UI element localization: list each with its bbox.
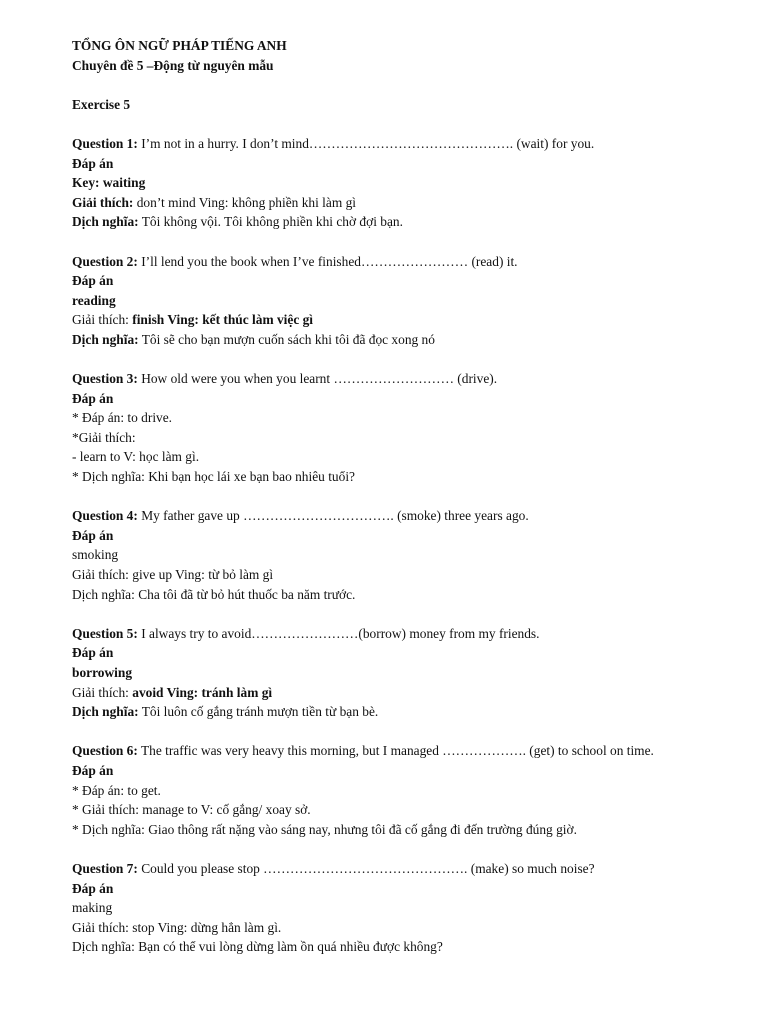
answer-line: * Đáp án: to drive. [72, 410, 173, 426]
question-4 [72, 506, 704, 604]
question-text: I’m not in a hurry. I don’t mind………………………………………. (wait) for you. [137, 135, 595, 151]
question-text: How old were you when you learnt ……………………… (drive). [137, 371, 498, 387]
question-label: Question 5: [72, 625, 138, 641]
translate-text: Tôi sẽ cho bạn mượn cuốn sách khi tôi đã đọc xong nó [138, 331, 435, 347]
explain-text: finish Ving: kết thúc làm việc gì [132, 312, 314, 328]
question-6 [72, 741, 704, 839]
answer-heading: Đáp án [72, 527, 114, 543]
answer-line: * Đáp án: to get. [72, 782, 161, 798]
document-subtitle: Chuyên đề 5 –Động từ nguyên mẫu [72, 57, 274, 73]
explain-text: avoid Ving: tránh làm gì [132, 684, 273, 700]
explain-line: * Giải thích: manage to V: cố gắng/ xoay sở. [72, 802, 311, 818]
question-text: Could you please stop ………………………………………. (make) so much noise? [137, 860, 595, 876]
explain-heading: *Giải thích: [72, 429, 136, 445]
answer-heading: Đáp án [72, 155, 114, 171]
answer-key: making [72, 900, 113, 916]
document-title: TỔNG ÔN NGỮ PHÁP TIẾNG ANH [72, 38, 287, 53]
answer-key: borrowing [72, 665, 133, 680]
translate-text: Tôi không vội. Tôi không phiền khi chờ đợi bạn. [138, 214, 403, 230]
question-label: Question 7: [72, 860, 138, 876]
question-5 [72, 624, 704, 722]
translate-label: Dịch nghĩa: [72, 331, 139, 347]
document-page [72, 36, 704, 957]
question-7 [72, 859, 704, 957]
explain-label: Giải thích: [72, 194, 134, 210]
answer-key: smoking [72, 547, 119, 563]
answer-heading: Đáp án [72, 273, 114, 289]
answer-heading: Đáp án [72, 880, 114, 896]
question-label: Question 4: [72, 508, 138, 524]
answer-heading: Đáp án [72, 390, 114, 406]
answer-key: Key: waiting [72, 175, 146, 191]
translate-label: Dịch nghĩa: [72, 704, 139, 720]
translate-line: Dịch nghĩa: Cha tôi đã từ bỏ hút thuốc ba năm trước. [72, 586, 356, 602]
translate-label: Dịch nghĩa: [72, 214, 139, 230]
question-text: I always try to avoid……………………(borrow) money from my friends. [137, 625, 540, 641]
explain-label: Giải thích: [72, 684, 133, 700]
explain-line: Giải thích: stop Ving: dừng hẳn làm gì. [72, 919, 282, 935]
exercise-heading: Exercise 5 [72, 96, 131, 112]
answer-heading: Đáp án [72, 645, 114, 661]
question-text: I’ll lend you the book when I’ve finished…………………… (read) it. [137, 253, 518, 269]
translate-line: * Dịch nghĩa: Khi bạn học lái xe bạn bao nhiêu tuổi? [72, 469, 355, 485]
question-3 [72, 369, 704, 487]
question-label: Question 2: [72, 253, 138, 269]
question-text: The traffic was very heavy this morning, but I managed ………………. (get) to school on time. [137, 743, 654, 759]
explain-label: Giải thích: [72, 312, 133, 328]
answer-key: reading [72, 292, 116, 308]
explain-text: - learn to V: học làm gì. [72, 449, 200, 465]
translate-text: Tôi luôn cố gắng tránh mượn tiền từ bạn bè. [138, 704, 379, 720]
answer-heading: Đáp án [72, 762, 114, 778]
question-1 [72, 134, 704, 232]
question-label: Question 3: [72, 371, 138, 387]
question-label: Question 1: [72, 135, 138, 151]
explain-line: Giải thích: give up Ving: từ bỏ làm gì [72, 567, 274, 583]
translate-line: Dịch nghĩa: Bạn có thể vui lòng dừng làm ồn quá nhiều được không? [72, 939, 443, 955]
question-2 [72, 252, 704, 350]
question-label: Question 6: [72, 743, 138, 759]
explain-text: don’t mind Ving: không phiền khi làm gì [133, 194, 357, 210]
translate-line: * Dịch nghĩa: Giao thông rất nặng vào sáng nay, nhưng tôi đã cố gắng đi đến trường đúng giờ. [72, 821, 577, 837]
question-text: My father gave up ……………………………. (smoke) three years ago. [137, 508, 529, 524]
